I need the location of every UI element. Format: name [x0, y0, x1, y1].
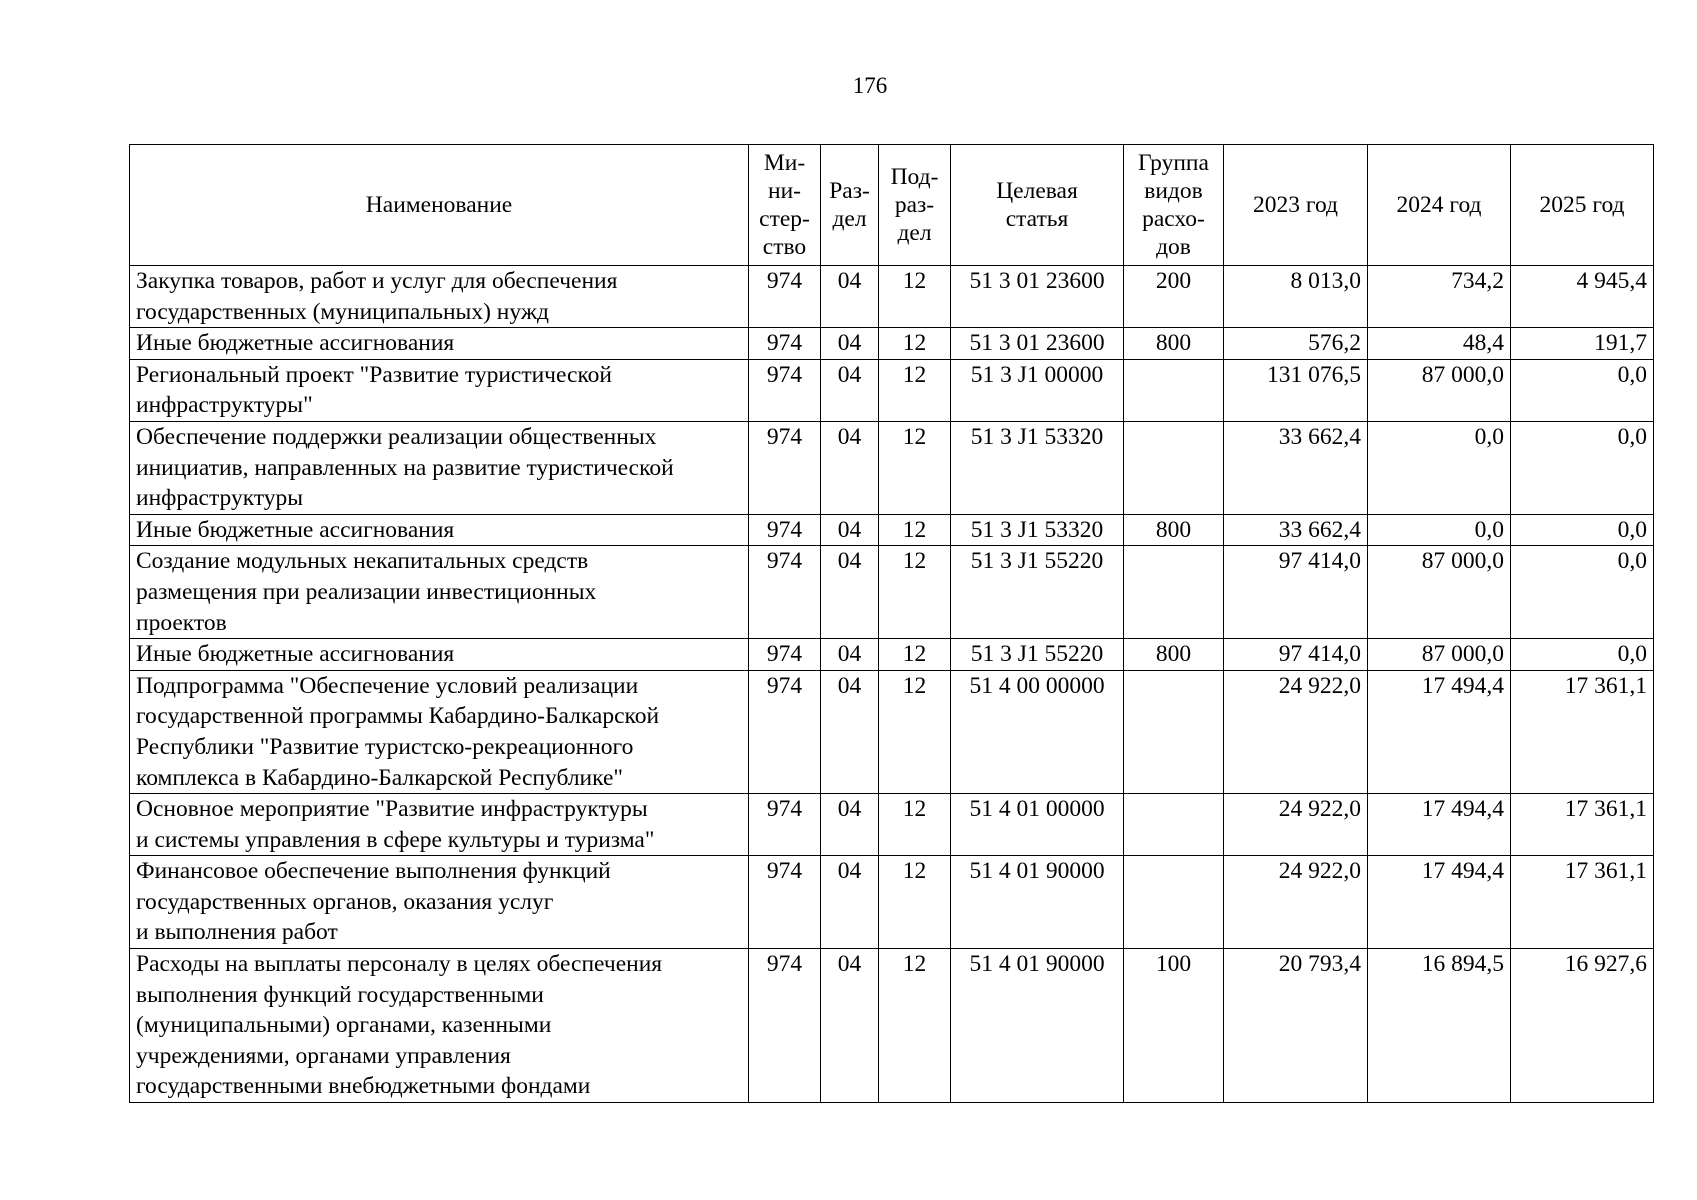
- cell-2025: 0,0: [1511, 639, 1654, 671]
- cell-name-line: Обеспечение поддержки реализации общественных: [136, 423, 657, 450]
- header-2024: 2024 год: [1368, 145, 1511, 266]
- table-row: [130, 670, 1654, 793]
- cell-group: [1124, 856, 1224, 949]
- cell-2023: 33 662,4: [1224, 514, 1368, 546]
- cell-target: 51 3 J1 00000: [951, 359, 1124, 421]
- cell-target: 51 3 J1 53320: [951, 421, 1124, 514]
- cell-name-line: Закупка товаров, работ и услуг для обеспечения: [136, 268, 618, 294]
- cell-2025: 17 361,1: [1511, 670, 1654, 793]
- cell-ministry: 974: [749, 266, 821, 328]
- cell-name: [130, 856, 749, 949]
- cell-group: [1124, 794, 1224, 856]
- cell-name: [130, 421, 749, 514]
- cell-group: [1124, 670, 1224, 793]
- table-row: [130, 421, 1654, 514]
- cell-2024: 87 000,0: [1368, 546, 1511, 639]
- header-ministry-line: стер-: [759, 206, 810, 232]
- cell-ministry: 974: [749, 514, 821, 546]
- cell-name-line: комплекса в Кабардино-Балкарской Республике": [136, 764, 623, 791]
- cell-ministry: 974: [749, 421, 821, 514]
- cell-2025: 191,7: [1511, 328, 1654, 360]
- cell-2025: 0,0: [1511, 546, 1654, 639]
- cell-section: 04: [821, 514, 879, 546]
- table-row: [130, 794, 1654, 856]
- cell-subsection: 12: [879, 794, 951, 856]
- cell-name-line: размещения при реализации инвестиционных: [136, 578, 597, 605]
- cell-ministry: 974: [749, 856, 821, 949]
- cell-section: 04: [821, 639, 879, 671]
- cell-2023: 8 013,0: [1224, 266, 1368, 328]
- cell-name-line: Республики "Развитие туристско-рекреационного: [136, 733, 634, 760]
- cell-2024: 48,4: [1368, 328, 1511, 360]
- header-name: Наименование: [130, 145, 749, 266]
- cell-2024: 0,0: [1368, 514, 1511, 546]
- cell-subsection: 12: [879, 856, 951, 949]
- cell-2023: 33 662,4: [1224, 421, 1368, 514]
- cell-name-line: и выполнения работ: [136, 919, 338, 946]
- cell-name-line: Расходы на выплаты персоналу в целях обеспечения: [136, 951, 663, 978]
- cell-name-line: государственной программы Кабардино-Балкарской: [136, 703, 660, 730]
- table-row: [130, 639, 1654, 671]
- cell-target: 51 4 00 00000: [951, 670, 1124, 793]
- cell-target: 51 3 J1 55220: [951, 546, 1124, 639]
- budget-table: [129, 144, 1654, 1103]
- table-header-row: [130, 145, 1654, 266]
- cell-target: 51 4 01 90000: [951, 949, 1124, 1103]
- header-target-line: Целевая: [996, 178, 1078, 204]
- cell-2024: 87 000,0: [1368, 639, 1511, 671]
- cell-ministry: 974: [749, 639, 821, 671]
- header-subsection-line: Под-: [890, 164, 939, 190]
- cell-2025: 17 361,1: [1511, 794, 1654, 856]
- cell-section: 04: [821, 266, 879, 328]
- cell-name-line: инфраструктуры": [136, 392, 313, 419]
- cell-name-line: выполнения функций государственными: [136, 981, 544, 1008]
- header-subsection: [879, 145, 951, 266]
- cell-section: 04: [821, 328, 879, 360]
- cell-ministry: 974: [749, 546, 821, 639]
- table-body: [130, 266, 1654, 1103]
- cell-subsection: 12: [879, 670, 951, 793]
- cell-2024: 734,2: [1368, 266, 1511, 328]
- cell-section: 04: [821, 949, 879, 1103]
- table-row: [130, 949, 1654, 1103]
- header-group: [1124, 145, 1224, 266]
- header-ministry: [749, 145, 821, 266]
- cell-2023: 20 793,4: [1224, 949, 1368, 1103]
- cell-name-line: учреждениями, органами управления: [136, 1042, 511, 1069]
- cell-2024: 0,0: [1368, 421, 1511, 514]
- table-row: [130, 514, 1654, 546]
- cell-name: [130, 670, 749, 793]
- cell-name-line: инфраструктуры: [136, 485, 304, 512]
- header-ministry-line: ство: [762, 234, 807, 260]
- cell-group: 100: [1124, 949, 1224, 1103]
- cell-name-line: Иные бюджетные ассигнования: [136, 516, 455, 543]
- cell-name-line: Основное мероприятие "Развитие инфраструктуры: [136, 796, 648, 823]
- cell-name-line: инициатив, направленных на развитие туристической: [136, 454, 674, 481]
- cell-2024: 17 494,4: [1368, 670, 1511, 793]
- header-ministry-line: Ми-: [763, 150, 806, 176]
- cell-subsection: 12: [879, 359, 951, 421]
- cell-2024: 17 494,4: [1368, 856, 1511, 949]
- cell-name: [130, 359, 749, 421]
- cell-target: 51 3 J1 53320: [951, 514, 1124, 546]
- cell-2025: 0,0: [1511, 359, 1654, 421]
- table-row: [130, 359, 1654, 421]
- cell-section: 04: [821, 670, 879, 793]
- cell-subsection: 12: [879, 949, 951, 1103]
- cell-name-line: государственными внебюджетными фондами: [136, 1073, 591, 1100]
- cell-ministry: 974: [749, 328, 821, 360]
- cell-name-line: проектов: [136, 609, 227, 636]
- page-number: 176: [852, 73, 888, 98]
- header-group-line: расхо-: [1142, 206, 1205, 232]
- cell-target: 51 3 J1 55220: [951, 639, 1124, 671]
- cell-target: 51 3 01 23600: [951, 328, 1124, 360]
- header-section: [821, 145, 879, 266]
- cell-2023: 97 414,0: [1224, 546, 1368, 639]
- cell-name: [130, 546, 749, 639]
- cell-subsection: 12: [879, 639, 951, 671]
- cell-name: [130, 514, 749, 546]
- cell-name-line: Финансовое обеспечение выполнения функций: [136, 858, 611, 885]
- cell-section: 04: [821, 359, 879, 421]
- cell-2025: 17 361,1: [1511, 856, 1654, 949]
- cell-name: [130, 794, 749, 856]
- cell-2025: 16 927,6: [1511, 949, 1654, 1103]
- cell-2023: 24 922,0: [1224, 670, 1368, 793]
- cell-2023: 24 922,0: [1224, 856, 1368, 949]
- cell-name-line: Иные бюджетные ассигнования: [136, 330, 455, 357]
- cell-ministry: 974: [749, 949, 821, 1103]
- cell-2023: 576,2: [1224, 328, 1368, 360]
- cell-2023: 24 922,0: [1224, 794, 1368, 856]
- table-row: [130, 266, 1654, 328]
- cell-name-line: государственных (муниципальных) нужд: [136, 298, 550, 325]
- cell-group: [1124, 421, 1224, 514]
- cell-name-line: Создание модульных некапитальных средств: [136, 548, 589, 575]
- header-ministry-line: ни-: [768, 178, 801, 204]
- cell-2024: 16 894,5: [1368, 949, 1511, 1103]
- header-target-line: статья: [1005, 206, 1069, 232]
- cell-section: 04: [821, 856, 879, 949]
- cell-ministry: 974: [749, 670, 821, 793]
- cell-section: 04: [821, 421, 879, 514]
- cell-2025: 4 945,4: [1511, 266, 1654, 328]
- cell-2025: 0,0: [1511, 514, 1654, 546]
- header-target: [951, 145, 1124, 266]
- cell-subsection: 12: [879, 546, 951, 639]
- header-group-line: дов: [1156, 234, 1191, 260]
- cell-2023: 131 076,5: [1224, 359, 1368, 421]
- cell-name-line: Подпрограмма "Обеспечение условий реализации: [136, 672, 639, 699]
- cell-subsection: 12: [879, 514, 951, 546]
- cell-name: [130, 328, 749, 360]
- cell-name-line: и системы управления в сфере культуры и туризма": [136, 826, 655, 853]
- header-section-line: дел: [832, 206, 867, 232]
- cell-name-line: (муниципальными) органами, казенными: [136, 1012, 552, 1039]
- cell-name: [130, 639, 749, 671]
- cell-target: 51 4 01 00000: [951, 794, 1124, 856]
- header-subsection-line: раз-: [894, 192, 935, 218]
- cell-name-line: Региональный проект "Развитие туристической: [136, 361, 613, 388]
- cell-group: [1124, 359, 1224, 421]
- cell-2024: 17 494,4: [1368, 794, 1511, 856]
- cell-2023: 97 414,0: [1224, 639, 1368, 671]
- header-group-line: Группа: [1138, 150, 1209, 176]
- cell-subsection: 12: [879, 421, 951, 514]
- cell-group: 800: [1124, 639, 1224, 671]
- table-row: [130, 328, 1654, 360]
- table-row: [130, 546, 1654, 639]
- cell-name: [130, 266, 749, 328]
- header-subsection-line: дел: [897, 220, 932, 246]
- cell-target: 51 4 01 90000: [951, 856, 1124, 949]
- cell-group: 200: [1124, 266, 1224, 328]
- header-group-line: видов: [1144, 178, 1203, 204]
- cell-section: 04: [821, 546, 879, 639]
- header-2023: 2023 год: [1224, 145, 1368, 266]
- cell-group: 800: [1124, 328, 1224, 360]
- cell-subsection: 12: [879, 266, 951, 328]
- table-row: [130, 856, 1654, 949]
- cell-2025: 0,0: [1511, 421, 1654, 514]
- cell-name: [130, 949, 749, 1103]
- header-2025: 2025 год: [1511, 145, 1654, 266]
- cell-ministry: 974: [749, 359, 821, 421]
- cell-group: 800: [1124, 514, 1224, 546]
- cell-name-line: государственных органов, оказания услуг: [136, 888, 554, 915]
- cell-subsection: 12: [879, 328, 951, 360]
- cell-group: [1124, 546, 1224, 639]
- cell-section: 04: [821, 794, 879, 856]
- cell-name-line: Иные бюджетные ассигнования: [136, 641, 455, 668]
- cell-ministry: 974: [749, 794, 821, 856]
- cell-2024: 87 000,0: [1368, 359, 1511, 421]
- header-section-line: Раз-: [829, 178, 870, 204]
- cell-target: 51 3 01 23600: [951, 266, 1124, 328]
